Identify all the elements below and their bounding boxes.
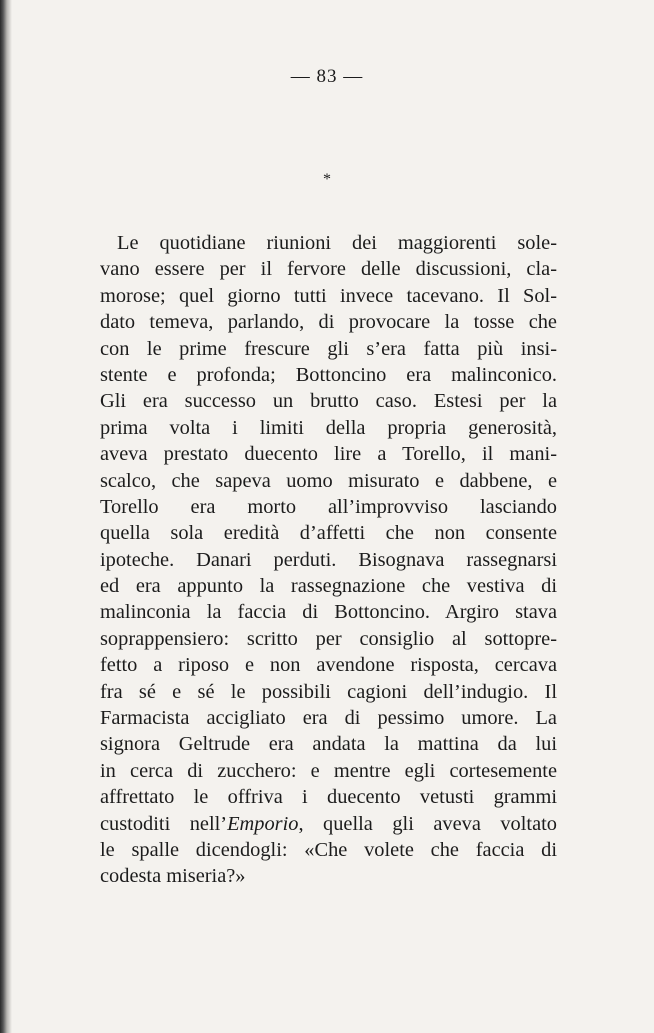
text-line: fetto a riposo e non avendone risposta, cercava [100, 654, 557, 677]
text-line: Gli era successo un brutto caso. Estesi per la [100, 390, 557, 413]
text-line: Torello era morto all’improvviso lasciando [100, 495, 557, 518]
text-line: aveva prestato duecento lire a Torello, il mani- [100, 443, 557, 466]
text-line: affrettato le offriva i duecento vetusti grammi [100, 786, 557, 809]
text-line-with-italic [100, 811, 557, 837]
text-line: Le quotidiane riunioni dei maggiorenti sole- [117, 232, 557, 254]
italic-title: Emporio [227, 812, 299, 835]
text-line: con le prime frescure gli s’era fatta più insi- [100, 337, 557, 360]
text-line: ipoteche. Danari perduti. Bisognava rassegnarsi [100, 548, 557, 571]
text-line: vano essere per il fervore delle discussioni, cla- [100, 258, 557, 281]
text-line: prima volta i limiti della propria generosità, [100, 416, 557, 439]
text-line: fra sé e sé le possibili cagioni dell’indugio. Il [100, 680, 557, 703]
text-line: signora Geltrude era andata la mattina da lui [100, 733, 557, 756]
body-paragraph [100, 230, 557, 890]
text-segment: , quella gli aveva voltato [298, 812, 557, 835]
text-line: Farmacista accigliato era di pessimo umore. La [100, 707, 557, 730]
text-line: le spalle dicendogli: «Che volete che faccia di [100, 838, 557, 861]
text-line: malinconia la faccia di Bottoncino. Argiro stava [100, 601, 557, 624]
text-line: ed era appunto la rassegnazione che vestiva di [100, 575, 557, 598]
text-line: stente e profonda; Bottoncino era malinconico. [100, 363, 557, 386]
page-binding-edge [0, 0, 12, 1033]
text-line-final: codesta miseria?» [100, 865, 246, 888]
text-segment: custoditi nell’ [100, 812, 228, 835]
text-line: in cerca di zucchero: e mentre egli cortesemente [100, 759, 557, 782]
section-separator: * [323, 171, 331, 188]
text-line: dato temeva, parlando, di provocare la tosse che [100, 311, 557, 334]
text-line: soprappensiero: scritto per consiglio al sottopre- [100, 627, 557, 650]
text-line: quella sola eredità d’affetti che non consente [100, 522, 557, 545]
page-number: — 83 — [290, 66, 364, 87]
text-line: scalco, che sapeva uomo misurato e dabbene, e [100, 469, 557, 492]
text-line: morose; quel giorno tutti invece tacevano. Il Sol- [100, 284, 557, 307]
